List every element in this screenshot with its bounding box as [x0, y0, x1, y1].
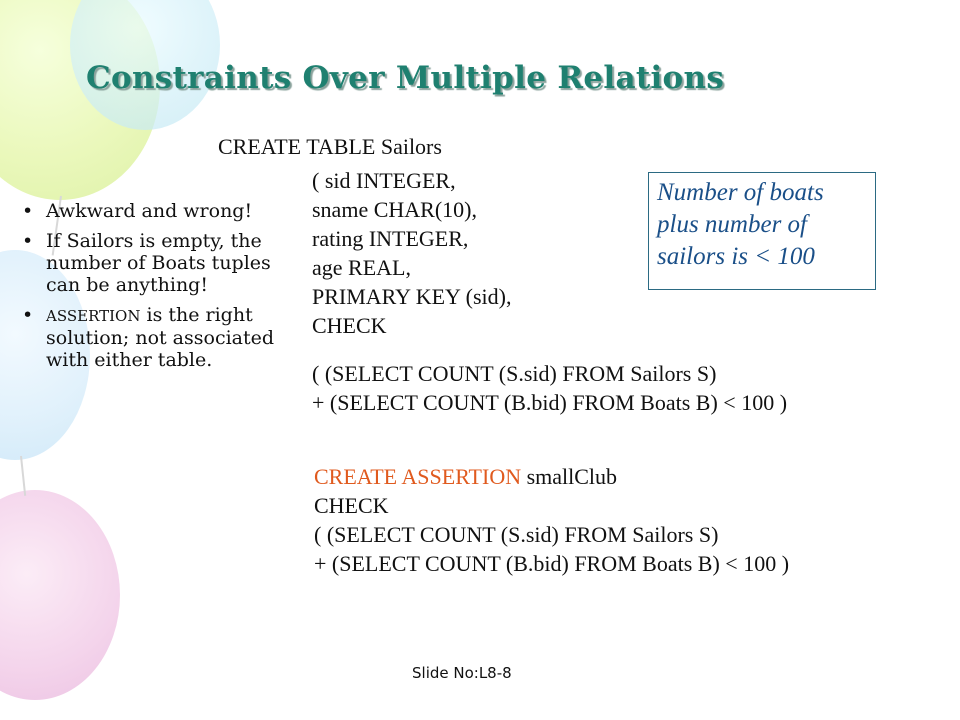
code-line: rating INTEGER,	[312, 226, 469, 251]
note-line: Number of boats	[657, 179, 824, 206]
slide-number: Slide No:L8-8	[412, 664, 512, 682]
code-line: sname CHAR(10),	[312, 197, 477, 222]
slide-title: Constraints Over Multiple Relations	[86, 60, 725, 96]
create-table-header: CREATE TABLE Sailors	[218, 134, 442, 159]
code-line: PRIMARY KEY (sid),	[312, 284, 512, 309]
bullet-keyword: ASSERTION	[46, 307, 141, 325]
note-box	[648, 172, 876, 290]
bullet-item	[22, 200, 292, 222]
bullet-text: Awkward and wrong!	[46, 200, 253, 222]
bullet-dot-icon: •	[22, 304, 34, 326]
code-line: ( (SELECT COUNT (S.sid) FROM Sailors S)	[314, 522, 719, 547]
note-line: sailors is < 100	[657, 243, 815, 270]
bullet-item	[22, 304, 292, 371]
bullet-item	[22, 230, 292, 296]
create-table-columns	[312, 166, 511, 340]
balloon-pink-decoration	[0, 490, 120, 700]
bullet-text: is the right solution; not associated with either table.	[46, 304, 275, 371]
bullet-text: If Sailors is empty, the number of Boats tuples can be anything!	[46, 230, 271, 296]
balloon-string-decoration	[20, 456, 26, 496]
code-line: + (SELECT COUNT (B.bid) FROM Boats B) < 100 )	[312, 390, 788, 415]
create-table-check	[312, 359, 787, 417]
note-line: plus number of	[657, 211, 807, 238]
bullet-dot-icon: •	[22, 230, 34, 252]
bullet-list	[22, 200, 292, 379]
assertion-name: smallClub	[521, 464, 618, 489]
create-assertion-block	[314, 462, 789, 578]
code-line: ( (SELECT COUNT (S.sid) FROM Sailors S)	[312, 361, 717, 386]
code-line: + (SELECT COUNT (B.bid) FROM Boats B) < 100 )	[314, 551, 790, 576]
code-line: CHECK	[312, 313, 387, 338]
code-line: CHECK	[314, 493, 389, 518]
assertion-header	[314, 462, 789, 491]
code-line: age REAL,	[312, 255, 411, 280]
code-line: ( sid INTEGER,	[312, 168, 456, 193]
bullet-dot-icon: •	[22, 200, 34, 222]
assertion-keyword: CREATE ASSERTION	[314, 464, 522, 489]
